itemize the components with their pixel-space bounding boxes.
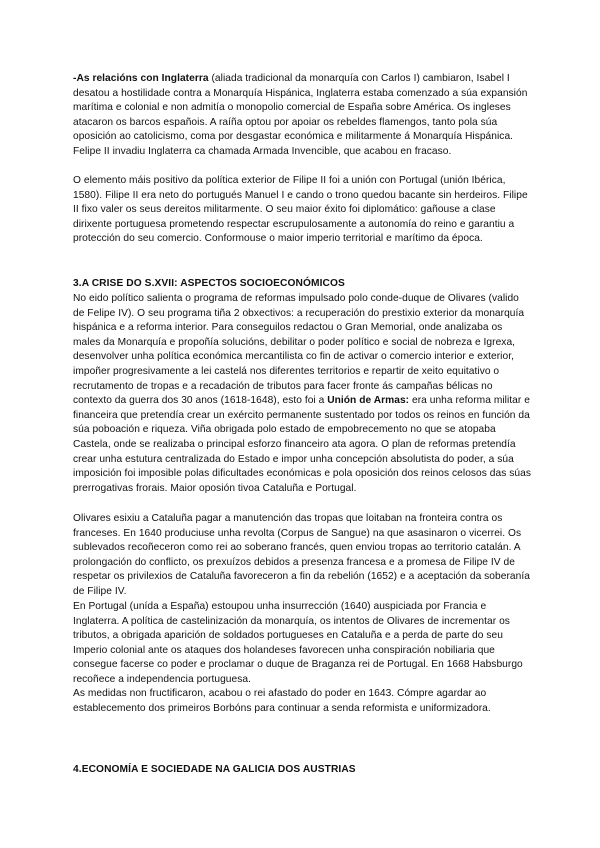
- paragraph-lead-bold: -As relacións con Inglaterra: [73, 73, 209, 84]
- paragraph-text: era unha reforma militar e financeira que pretendía crear un exército permanente sustentado por todos os reinos en función da súa poboación e riqueza. Viña obrigada polo estado de empobrecemento no que se atopaba Castela, onde se realizaba o principal esforzo financeiro ata agora. O plan de reformas pretendía crear unha estutura centralizada do Estado e impor unha concepción absolutista do poder, a súa imposición foi imposible polas dificultades económicas e pola oposición dos reinos celosos das súas prerrogativas frorais. Maior oposión tivoa Cataluña e Portugal.: [73, 395, 531, 494]
- paragraph-text: No eido político salienta o programa de reformas impulsado polo conde-duque de Olivares (valido de Felipe IV). O seu programa tiña 2 obxectivos: a recuperación do prestixio exterior da monarquía hispánica e a reforma interior. Para conseguilos redactou o Gran Memorial, onde analizaba os males da Monarquía e propoñía solucións, debilitar o poder político e social de nobreza e Igrexa, desenvolver unha política económica mercantilista co fin de activar o comercio interior e exterior, impoñer progresivamente a lei castelá nos diferentes territorios e repartir de xeito equitativo o recrutamento de tropas e a recadación de tributos para facer fronte ás campañas bélicas no contexto da guerra dos 30 anos (1618-1648), esto foi a: [73, 293, 525, 407]
- section-heading-galicia: 4.ECONOMÍA E SOCIEDADE NA GALICIA DOS AUSTRIAS: [73, 764, 356, 775]
- paragraph-england-relations: [73, 72, 531, 160]
- paragraph-portugal-union: O elemento máis positivo da política exterior de Filipe II foi a unión con Portugal (unión Ibérica, 1580). Filipe II era neto do portugués Manuel I e cando o trono quedou bacante sin herdeiros. Filipe II fixo valer os seus dereitos militarmente. O seu maior éxito foi diplomático: gañouse a clase dirixente portuguesa prometendo respectar escrupulosamente a autonomía do reino e garantiu a protección do seu comercio. Conformouse o maior imperio territorial e marítimo da época.: [73, 175, 528, 245]
- union-de-armas-bold: Unión de Armas:: [327, 395, 410, 407]
- paragraph-text: (aliada tradicional da monarquía con Carlos I) cambiaron, Isabel I desatou a hostilidade contra a Monarquía Hispánica, Inglaterra estaba comenzado a súa expansión marítima e colonial e non admitía o monopolio comercial de España sobre América. Os ingleses atacaron os barcos españois. A raíña optou por apoiar os rebeldes flamengos, tanto pola súa oposición ao catolicismo, coma por desgastar económica e militarmente á Monarquía Hispánica. Felipe II invadiu Inglaterra ca chamada Armada Invencible, que acabou en fracaso.: [73, 73, 528, 157]
- paragraph-outcome: As medidas non fructificaron, acabou o rei afastado do poder en 1643. Cómpre agardar ao establecemento dos primeiros Borbóns para continuar a senda reformista e uniformizadora.: [73, 688, 491, 714]
- paragraph-olivares-reforms: [73, 292, 531, 496]
- paragraph-portugal-insurrection: En Portugal (unída a España) estoupou unha insurrección (1640) auspiciada por Francia e Inglaterra. A política de castelinización da monarquía, os intentos de Olivares de incrementar os tributos, a obrigada aparición de soldados portugueses en Cataluña e a perda de parte do seu Imperio colonial ante os ataques dos holandeses favorecen unha conspiración nobiliaria que consegue facerse co poder e proclamar o duque de Braganza rei de Portugal. En 1668 Habsburgo recoñece a independencia portuguesa.: [73, 601, 523, 685]
- section-heading-crisis: 3.A CRISE DO S.XVII: ASPECTOS SOCIOECONÓMICOS: [73, 278, 345, 289]
- paragraph-catalonia-revolt: Olivares esixiu a Cataluña pagar a manutención das tropas que loitaban na fronteira contra os franceses. En 1640 produciuse unha revolta (Corpus de Sangue) na que asasinaron o vicerrei. Os sublevados recoñeceron como rei ao soberano francés, quen enviou tropas ao territorio catalán. A prolongación do conflicto, os prexuízos debidos a presenza francesa e a promesa de Filipe IV de respetar os privilexios de Cataluña favoreceron a fin da rebelión (1652) e a aceptación da soberanía de Filipe IV.: [73, 513, 530, 597]
